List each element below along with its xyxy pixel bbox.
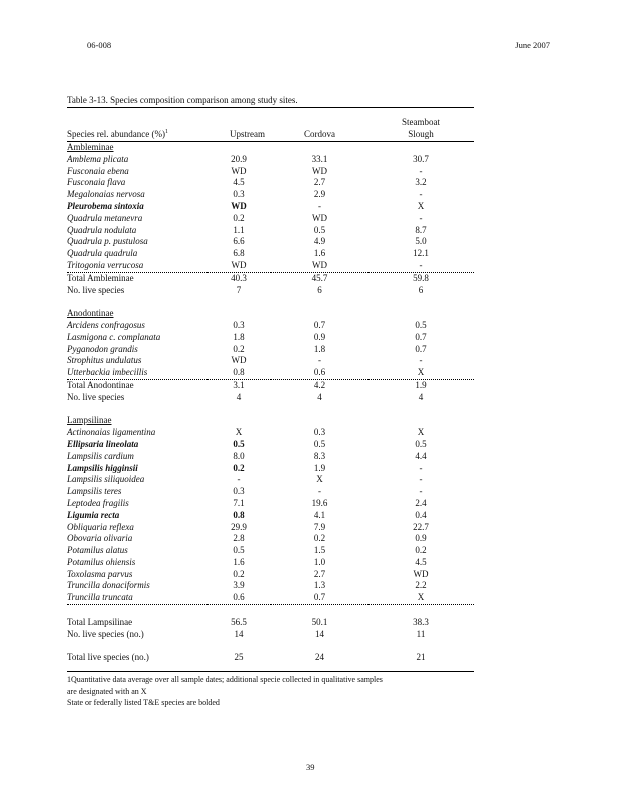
value-cell: 0.5 [415,438,427,449]
value-cell: 0.9 [415,533,427,544]
value-cell: 7.1 [233,497,245,508]
value-cell: 0.3 [233,486,245,497]
live-label: No. live species (no.) [67,628,144,639]
table-header-row [67,115,474,142]
empty-cell [207,605,271,617]
value-cell: 0.2 [233,462,245,473]
species-name: Strophitus undulatus [67,355,142,366]
species-row [67,427,474,439]
value-cell: 0.9 [313,331,326,342]
value-cell: X [235,427,243,438]
page-number: 39 [306,762,315,772]
species-name: Toxolasma parvus [67,568,133,579]
value-cell: 33.1 [311,153,328,164]
species-row [67,166,474,178]
live-species-row [67,392,474,404]
value-cell: 0.5 [313,438,326,449]
header-steamboat: Steamboat [402,117,440,128]
subfamily-total-row [67,379,474,391]
species-name: Megalonaias nervosa [67,189,145,200]
species-name: Tritogonia verrucosa [67,260,207,272]
value-cell: 4.5 [415,556,427,567]
value-cell: 21 [416,652,426,663]
header-slough: Slough [408,129,434,140]
value-cell: 11 [416,628,426,639]
value-cell: 0.4 [415,509,427,520]
value-cell: X [368,592,474,604]
value-cell: - [419,486,423,497]
value-cell: - [419,462,423,473]
live-species-row [67,285,474,297]
value-cell: 2.7 [313,177,326,188]
value-cell: 30.7 [413,153,429,164]
value-cell: 7.9 [313,521,326,532]
header-species-label: Species rel. abundance (%) [67,129,165,140]
value-cell: 59.8 [413,272,429,283]
value-cell: 1.8 [313,343,326,354]
value-cell: 14 [315,628,324,639]
footnote-3: State or federally listed T&E species are bolded [67,698,220,707]
species-row [67,533,474,545]
value-cell: 0.2 [313,533,326,544]
value-cell: X [417,200,425,211]
value-cell: 1.9 [313,462,326,473]
value-cell: 4 [418,391,424,402]
value-cell: WD [207,260,271,272]
document-date: June 2007 [515,40,550,50]
empty-cell [207,404,271,416]
species-row [67,355,474,367]
spacer-row [67,640,474,652]
species-name: Pleurobema sintoxia [67,200,144,211]
value-cell: 29.9 [231,521,247,532]
value-cell: 8.0 [233,450,245,461]
value-cell: 0.7 [415,331,427,342]
value-cell: 1.6 [313,248,326,259]
empty-cell [271,142,368,154]
spacer-row [67,605,474,617]
species-name: Lasmigona c. complanata [67,331,161,342]
value-cell: 1.8 [233,331,245,342]
species-name: Lampsilis siliquoidea [67,474,145,485]
subfamily-total-row [67,617,474,629]
species-name: Lampsilis higginsii [67,462,138,473]
species-name: Utterbackia imbecillis [67,367,207,379]
species-row [67,522,474,534]
section-title: Anodontinae [67,308,114,319]
value-cell: 0.2 [233,568,245,579]
species-row [67,248,474,260]
empty-cell [67,640,207,652]
species-row [67,592,474,604]
value-cell: 0.3 [233,319,245,330]
value-cell: WD [231,355,247,366]
value-cell: 50.1 [311,616,328,627]
value-cell: 2.9 [313,189,326,200]
species-name: Fusconaia ebena [67,165,129,176]
header-upstream: Upstream [207,115,271,142]
value-cell: 2.8 [233,533,245,544]
species-row [67,189,474,201]
species-name: Actinonaias ligamentina [67,427,156,438]
value-cell: 19.6 [311,497,328,508]
value-cell: WD [231,200,247,211]
species-row [67,463,474,475]
empty-cell [271,404,368,416]
value-cell: WD [413,568,429,579]
subfamily-total-row [67,272,474,284]
value-cell: 0.5 [233,545,245,556]
value-cell: 3.1 [233,379,245,390]
value-cell: 0.5 [313,224,326,235]
value-cell: 4.4 [415,450,427,461]
value-cell: 2.4 [415,497,427,508]
value-cell: 0.5 [233,438,245,449]
value-cell: - [419,212,423,223]
header-species [67,115,207,142]
species-name: Lampsilis teres [67,486,122,497]
value-cell: - [419,165,423,176]
value-cell: 40.3 [231,272,247,283]
empty-cell [368,308,474,320]
spacer-row [67,296,474,308]
value-cell: 4.1 [313,509,326,520]
document-id: 06-008 [87,40,112,50]
header-cordova: Cordova [271,115,368,142]
species-row [67,320,474,332]
value-cell: 0.2 [233,212,245,223]
empty-cell [207,415,271,427]
species-name: Ligumia recta [67,509,120,520]
species-row [67,580,474,592]
value-cell: 1.0 [313,556,326,567]
value-cell: 1.9 [415,379,427,390]
species-name: Quadrula nodulata [67,224,137,235]
total-label: Total Anodontinae [67,379,134,390]
empty-cell [271,296,368,308]
value-cell: 0.6 [207,592,271,604]
value-cell: WD [312,165,327,176]
species-name: Quadrula metanevra [67,212,143,223]
value-cell: 6.6 [233,236,245,247]
value-cell: 24 [315,652,324,663]
total-label: Total Ambleminae [67,272,134,283]
species-row [67,486,474,498]
empty-cell [368,415,474,427]
value-cell: - [419,189,423,200]
value-cell: 0.5 [415,319,427,330]
species-name: Fusconaia flava [67,177,126,188]
value-cell: 1.6 [233,556,245,567]
table-caption: Table 3-13. Species composition comparison among study sites. [67,95,474,108]
species-name: Truncilla donaciformis [67,580,150,591]
live-label: No. live species [67,284,125,295]
section-heading-row [67,142,474,154]
empty-cell [368,142,474,154]
header-steamboat-slough [368,115,474,142]
species-name: Quadrula quadrula [67,248,138,259]
value-cell: 14 [234,628,244,639]
value-cell: 4 [236,391,242,402]
value-cell: 0.7 [415,343,427,354]
value-cell: 3.2 [415,177,427,188]
value-cell: 8.7 [415,224,427,235]
value-cell: 5.0 [415,236,427,247]
empty-cell [207,296,271,308]
species-row [67,510,474,522]
section-heading-row [67,415,474,427]
species-name: Obliquaria reflexa [67,521,134,532]
species-row [67,154,474,166]
value-cell: 12.1 [413,248,429,259]
species-row [67,474,474,486]
value-cell: 4.2 [313,379,326,390]
species-row [67,451,474,463]
empty-cell [368,296,474,308]
value-cell: 0.3 [313,427,326,438]
species-row [67,545,474,557]
value-cell: - [237,474,241,485]
value-cell: 2.2 [415,580,427,591]
species-row [67,236,474,248]
empty-cell [271,640,368,652]
value-cell: 0.7 [313,319,326,330]
value-cell: 4.5 [233,177,245,188]
value-cell: 3.9 [233,580,245,591]
value-cell: X [417,427,425,438]
value-cell: WD [231,165,247,176]
grand-total-row [67,652,474,664]
live-label: No. live species [67,391,125,402]
species-row [67,367,474,379]
grand-total-label: Total live species (no.) [67,652,149,663]
value-cell: - [318,200,321,211]
species-name: Quadrula p. pustulosa [67,236,148,247]
value-cell: - [318,355,321,366]
value-cell: 0.2 [415,545,427,556]
value-cell: - [368,260,474,272]
section-heading-row [67,308,474,320]
value-cell: 6.8 [233,248,245,259]
value-cell: 38.3 [413,616,429,627]
species-row [67,260,474,272]
value-cell: - [318,486,321,497]
value-cell: 0.8 [207,367,271,379]
species-name: Potamilus alatus [67,545,128,556]
species-name: Obovaria olivaria [67,533,133,544]
species-name: Amblema plicata [67,153,129,164]
empty-cell [368,605,474,617]
value-cell: 22.7 [413,521,429,532]
value-cell: 6 [317,284,322,295]
value-cell: 0.8 [233,509,245,520]
spacer-row [67,404,474,416]
value-cell: 45.7 [311,272,328,283]
species-name: Leptodea fragilis [67,497,129,508]
species-row [67,569,474,581]
value-cell: 1.5 [313,545,326,556]
value-cell: 25 [234,652,244,663]
value-cell: 0.6 [271,367,368,379]
value-cell: 6 [418,284,424,295]
species-name: Lampsilis cardium [67,450,134,461]
footnote-2: are designated with an X [67,687,147,696]
empty-cell [207,640,271,652]
species-name: Arcidens confragosus [67,319,145,330]
species-row [67,332,474,344]
value-cell: 8.3 [313,450,326,461]
species-row [67,498,474,510]
section-title: Ambleminae [67,142,114,152]
value-cell: WD [271,260,368,272]
value-cell: 2.7 [313,568,326,579]
value-cell: 0.7 [271,592,368,604]
value-cell: - [419,355,423,366]
species-row [67,557,474,569]
footnote-1: 1Quantitative data average over all sample dates; additional specie collected in qualitative samples [67,675,383,684]
footnote-marker: 1 [164,129,168,136]
species-row [67,201,474,213]
empty-cell [368,404,474,416]
species-name: Ellipsaria lineolata [67,438,139,449]
empty-cell [368,640,474,652]
value-cell: 1.3 [313,580,326,591]
species-row [67,344,474,356]
value-cell: 7 [236,284,242,295]
species-name: Pyganodon grandis [67,343,138,354]
empty-cell [207,142,271,154]
value-cell: X [316,474,323,485]
empty-cell [271,308,368,320]
total-label: Total Lampsilinae [67,616,133,627]
section-title: Lampsilinae [67,415,112,426]
species-name: Truncilla truncata [67,592,207,604]
empty-cell [67,296,207,308]
species-composition-table [67,115,474,664]
value-cell: 4.9 [313,236,326,247]
value-cell: - [419,474,423,485]
value-cell: 0.3 [233,189,245,200]
footnote-divider [67,671,474,672]
empty-cell [67,404,207,416]
empty-cell [271,415,368,427]
empty-cell [207,308,271,320]
species-row [67,439,474,451]
species-name: Potamilus ohiensis [67,556,136,567]
live-species-row [67,629,474,641]
value-cell: 1.1 [233,224,245,235]
species-row [67,213,474,225]
value-cell: 20.9 [231,153,247,164]
value-cell: X [368,367,474,379]
value-cell: WD [312,212,327,223]
value-cell: 0.2 [233,343,245,354]
value-cell: 4 [317,391,322,402]
species-row [67,225,474,237]
empty-cell [271,605,368,617]
value-cell: 56.5 [231,616,247,627]
species-row [67,177,474,189]
empty-cell [67,605,207,617]
